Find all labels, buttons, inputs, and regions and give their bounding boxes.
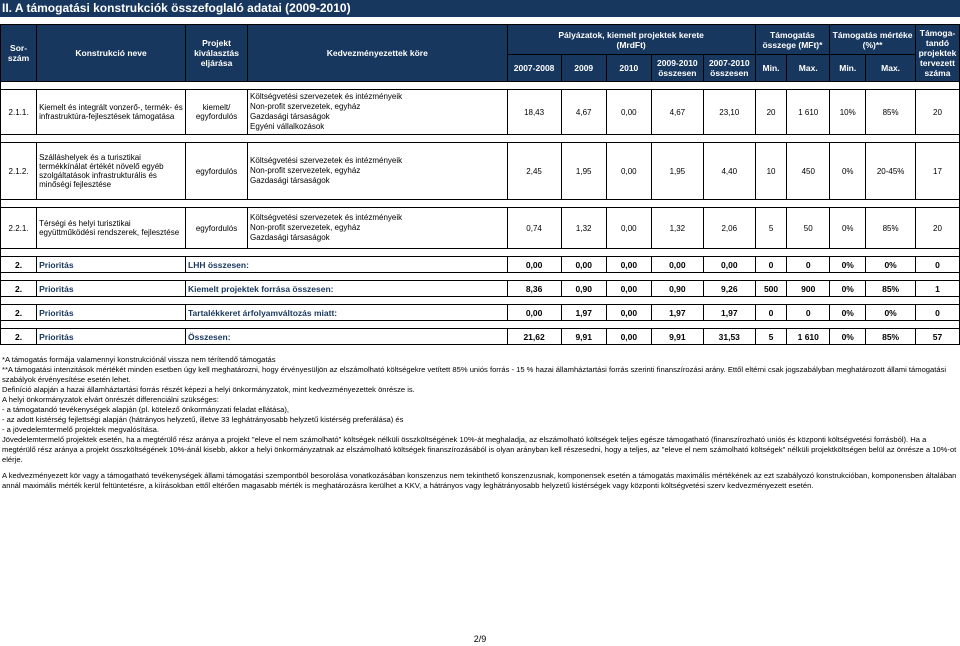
summary-tmax: 900 <box>787 281 830 297</box>
footnote: - a támogatandó tevékenységek alapján (pl. kötelező önkormányzati feladat ellátása), <box>2 405 290 414</box>
header-sorszam: Sor-szám <box>1 25 37 82</box>
row-beneficiaries <box>248 90 507 135</box>
row-beneficiaries <box>248 208 507 249</box>
cell-tmin: 20 <box>755 90 787 135</box>
cell-pmin: 0% <box>830 208 866 249</box>
header-2007-2010: 2007-2010 összesen <box>703 55 755 82</box>
summary-pmin: 0% <box>830 281 866 297</box>
table-row <box>1 90 960 135</box>
summary-v2: 0,00 <box>561 257 606 273</box>
summary-tmin: 0 <box>755 257 787 273</box>
row-id: 2.1.1. <box>1 90 37 135</box>
cell-tmin: 5 <box>755 208 787 249</box>
summary-label: LHH összesen: <box>186 257 508 273</box>
summary-v3: 0,00 <box>606 257 651 273</box>
footnote: **A támogatási intenzitások mértékét minden esetben úgy kell meghatározni, hogy érvényesüljön az elszámolható költségekre vetített 85% uniós forrás - 15 % hazai államháztartási forrás szerinti finanszírozási arány. Ettől eltérni csak jogszabályban meghatározott állami támogatási szabályok érvényesítése esetén lehet. <box>2 365 947 384</box>
summary-v3: 0,00 <box>606 329 651 345</box>
beneficiary: Non-profit szervezetek, egyház <box>250 102 361 111</box>
cell-pmax: 85% <box>866 90 916 135</box>
cell-2007-2008: 18,43 <box>507 90 561 135</box>
summary-row-kiemelt <box>1 281 960 297</box>
summary-table <box>0 24 960 345</box>
cell-2009-2010: 1,95 <box>651 143 703 200</box>
summary-v2: 0,90 <box>561 281 606 297</box>
summary-v4: 1,97 <box>651 305 703 321</box>
header-palyazatok <box>507 25 755 55</box>
header-min: Min. <box>755 55 787 82</box>
summary-count: 0 <box>915 305 959 321</box>
summary-v5: 9,26 <box>703 281 755 297</box>
cell-pmax: 20-45% <box>866 143 916 200</box>
header-max-pct: Max. <box>866 55 916 82</box>
header-konstrukcio: Konstrukció neve <box>37 25 186 82</box>
summary-label: Tartalékkeret árfolyamváltozás miatt: <box>186 305 508 321</box>
header-projekt-kivalasztas: Projekt kiválasztás eljárása <box>186 25 248 82</box>
cell-2009: 1,32 <box>561 208 606 249</box>
header-palyazatok-title: Pályázatok, kiemelt projektek kerete <box>558 29 704 40</box>
beneficiary: Gazdasági társaságok <box>250 176 330 185</box>
cell-count: 20 <box>915 208 959 249</box>
summary-tmin: 500 <box>755 281 787 297</box>
summary-count: 1 <box>915 281 959 297</box>
summary-pmax: 0% <box>866 305 916 321</box>
row-selection: kiemelt/ egyfordulós <box>186 90 248 135</box>
table-row <box>1 143 960 200</box>
summary-pmax: 85% <box>866 281 916 297</box>
header-2007-2008: 2007-2008 <box>507 55 561 82</box>
summary-tmin: 0 <box>755 305 787 321</box>
cell-tmax: 450 <box>787 143 830 200</box>
summary-tmin: 5 <box>755 329 787 345</box>
page-number: 2/9 <box>473 634 487 644</box>
beneficiary: Non-profit szervezetek, egyház <box>250 223 361 232</box>
cell-2010: 0,00 <box>606 90 651 135</box>
summary-pmax: 0% <box>866 257 916 273</box>
footnote: A kedvezményezett kör vagy a támogatható tevékenységek állami támogatási szempontból besorolása vonatkozásában konszenzus nem tekinthető konszenzusnak, komponensek esetén a támogatás maximális mértékének az ezt szabályozó konstrukcióban, komponensben általában annál maximális mérték kerül feltüntetésre, a kiírásokban ettől eltérően magasabb mérték is meghatározásra kerülhet a KKV, a hátrányos vagy leghátrányosabb helyzetű kistérségek vagy központi költségvetési szerv kedvezményezett esetén. <box>2 471 957 490</box>
cell-2009-2010: 4,67 <box>651 90 703 135</box>
beneficiary: Költségvetési szervezetek és intézményeik <box>250 92 403 101</box>
summary-v1: 0,00 <box>507 257 561 273</box>
summary-v5: 31,53 <box>703 329 755 345</box>
footnotes <box>2 355 958 491</box>
beneficiary: Költségvetési szervezetek és intézményeik <box>250 213 403 222</box>
summary-pmin: 0% <box>830 257 866 273</box>
page-title: II. A támogatási konstrukciók összefoglaló adatai (2009-2010) <box>0 0 960 17</box>
summary-pmin: 0% <box>830 305 866 321</box>
cell-2009: 4,67 <box>561 90 606 135</box>
table-row <box>1 208 960 249</box>
row-name: Kiemelt és integrált vonzerő-, termék- és infrastruktúra-fejlesztések támogatása <box>37 90 186 135</box>
cell-pmax: 85% <box>866 208 916 249</box>
cell-2010: 0,00 <box>606 143 651 200</box>
summary-num: 2. <box>1 305 37 321</box>
summary-pmax: 85% <box>866 329 916 345</box>
cell-2009-2010: 1,32 <box>651 208 703 249</box>
cell-2007-2008: 2,45 <box>507 143 561 200</box>
row-selection: egyfordulós <box>186 143 248 200</box>
cell-count: 17 <box>915 143 959 200</box>
cell-2007-2008: 0,74 <box>507 208 561 249</box>
summary-v4: 0,00 <box>651 257 703 273</box>
cell-2007-2010: 2,06 <box>703 208 755 249</box>
beneficiary: Költségvetési szervezetek és intézményeik <box>250 156 403 165</box>
summary-prio: Prioritás <box>37 281 186 297</box>
summary-count: 0 <box>915 257 959 273</box>
header-2009-2010: 2009-2010 összesen <box>651 55 703 82</box>
summary-label: Összesen: <box>186 329 508 345</box>
summary-v2: 9,91 <box>561 329 606 345</box>
footnote: A helyi önkormányzatok elvárt önrészét differenciálni szükséges: <box>2 395 219 404</box>
summary-prio: Prioritás <box>37 329 186 345</box>
summary-row-tartalek <box>1 305 960 321</box>
footnote: Jövedelemtermelő projektek esetén, ha a megtérülő rész aránya a projekt "eleve el nem számolható" költségek nélküli összköltségének 10%-át meghaladja, az elszámolható költségek teljes egésze támogatható (finanszírozható uniós és központi költségvetési forrásból). Ha a megtérülő rész aránya a projekt összköltségének 10%-ánál kisebb, akkor a helyi önkormányzatnak az elszámolható költségek finanszírozásából is olyan arányban kell részesedni, hogy a teljes, az "eleve el nem számolható költségek" nélküli projektköltségen belül az önrésze a 10%-ot elérje. <box>2 435 957 464</box>
beneficiary: Gazdasági társaságok <box>250 112 330 121</box>
summary-v2: 1,97 <box>561 305 606 321</box>
header-palyazatok-unit: (MrdFt) <box>616 39 646 50</box>
header-max: Max. <box>787 55 830 82</box>
header-min-pct: Min. <box>830 55 866 82</box>
summary-v1: 0,00 <box>507 305 561 321</box>
summary-v5: 1,97 <box>703 305 755 321</box>
cell-pmin: 10% <box>830 90 866 135</box>
header-tamogatas-osszege: Támogatás összege (MFt)* <box>755 25 829 55</box>
row-beneficiaries <box>248 143 507 200</box>
cell-tmax: 1 610 <box>787 90 830 135</box>
summary-num: 2. <box>1 257 37 273</box>
cell-2010: 0,00 <box>606 208 651 249</box>
header-2010: 2010 <box>606 55 651 82</box>
beneficiary: Gazdasági társaságok <box>250 233 330 242</box>
summary-count: 57 <box>915 329 959 345</box>
footnote: - az adott kistérség fejlettségi alapján (hátrányos helyzetű, illetve 33 leghátrányosabb helyzetű kistérség preferálása) és <box>2 415 404 424</box>
summary-v1: 8,36 <box>507 281 561 297</box>
row-id: 2.1.2. <box>1 143 37 200</box>
summary-prio: Prioritás <box>37 305 186 321</box>
cell-2007-2010: 23,10 <box>703 90 755 135</box>
header-kedvezmenyezettek: Kedvezményezettek köre <box>248 25 507 82</box>
summary-row-osszesen <box>1 329 960 345</box>
summary-pmin: 0% <box>830 329 866 345</box>
footnote: *A támogatás formája valamennyi konstrukciónál vissza nem térítendő támogatás <box>2 355 276 364</box>
summary-num: 2. <box>1 281 37 297</box>
row-selection: egyfordulós <box>186 208 248 249</box>
summary-v4: 9,91 <box>651 329 703 345</box>
cell-tmax: 50 <box>787 208 830 249</box>
summary-tmax: 1 610 <box>787 329 830 345</box>
row-name: Szálláshelyek és a turisztikai termékkínálat értékét növelő egyéb szolgáltatások infrastrukturális és minőségi fejlesztése <box>37 143 186 200</box>
summary-v4: 0,90 <box>651 281 703 297</box>
summary-v5: 0,00 <box>703 257 755 273</box>
summary-label: Kiemelt projektek forrása összesen: <box>186 281 508 297</box>
summary-v3: 0,00 <box>606 281 651 297</box>
summary-tmax: 0 <box>787 305 830 321</box>
cell-2009: 1,95 <box>561 143 606 200</box>
footnote: Definíció alapján a hazai államháztartási forrás részét képezi a helyi önkormányzatok, mint kedvezményezettek önrésze is. <box>2 385 415 394</box>
cell-2007-2010: 4,40 <box>703 143 755 200</box>
beneficiary: Non-profit szervezetek, egyház <box>250 166 361 175</box>
cell-pmin: 0% <box>830 143 866 200</box>
header-tamogatas-merteke: Támogatás mértéke (%)** <box>830 25 916 55</box>
footnote: - a jövedelemtermelő projektek megvalósítása. <box>2 425 160 434</box>
summary-v3: 0,00 <box>606 305 651 321</box>
header-2009: 2009 <box>561 55 606 82</box>
summary-num: 2. <box>1 329 37 345</box>
summary-tmax: 0 <box>787 257 830 273</box>
header-tamogatando: Támoga-tandó projektek tervezett száma <box>915 25 959 82</box>
summary-row-lhh <box>1 257 960 273</box>
beneficiary: Egyéni vállalkozások <box>250 122 325 131</box>
row-name: Térségi és helyi turisztikai együttműködési rendszerek, fejlesztése <box>37 208 186 249</box>
cell-tmin: 10 <box>755 143 787 200</box>
cell-count: 20 <box>915 90 959 135</box>
summary-v1: 21,62 <box>507 329 561 345</box>
row-id: 2.2.1. <box>1 208 37 249</box>
summary-prio: Prioritás <box>37 257 186 273</box>
